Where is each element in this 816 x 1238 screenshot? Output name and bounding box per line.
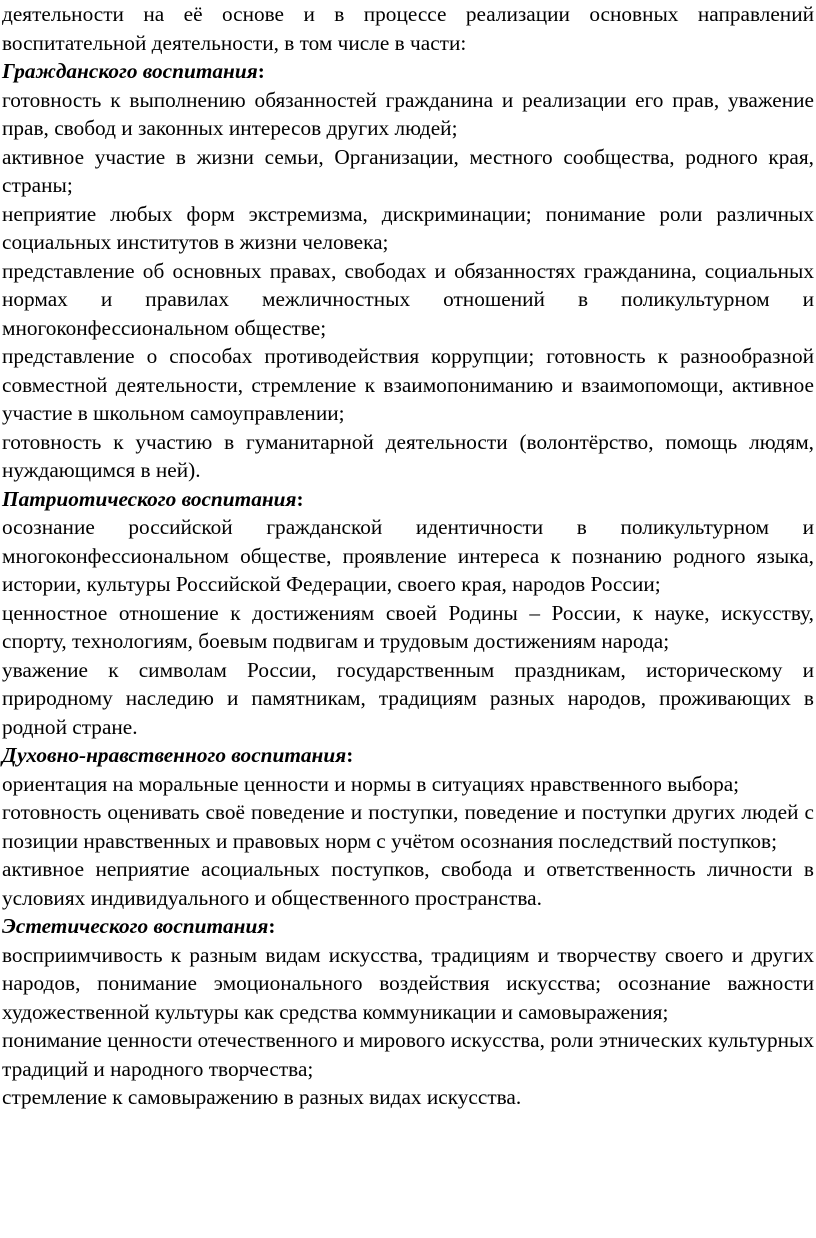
list-item: осознание российской гражданской идентичности в поликультурном и многоконфессиональном обществе, проявление интереса к познанию родного языка, истории, культуры Российской Федерации, своего края, народов России; bbox=[2, 515, 814, 596]
section-heading-patriotic bbox=[2, 485, 814, 514]
list-item: понимание ценности отечественного и мирового искусства, роли этнических культурных традиций и народного творчества; bbox=[2, 1028, 814, 1081]
list-item: восприимчивость к разным видам искусства, традициям и творчеству своего и других народов, понимание эмоционального воздействия искусства; осознание важности художественной культуры как средства коммуникации и самовыражения; bbox=[2, 942, 814, 1024]
list-item: представление об основных правах, свободах и обязанностях гражданина, социальных нормах и правилах межличностных отношений в поликультурном и многоконфессиональном обществе; bbox=[2, 258, 814, 340]
list-item: неприятие любых форм экстремизма, дискриминации; понимание роли различных социальных институтов в жизни человека; bbox=[2, 201, 814, 254]
section-title: Гражданского воспитания bbox=[2, 59, 258, 83]
section-title: Патриотического воспитания bbox=[2, 486, 297, 511]
section-colon: : bbox=[257, 59, 265, 83]
list-item: готовность оценивать своё поведение и поступки, поведение и поступки других людей с позиции нравственных и правовых норм с учётом осознания последствий поступков; bbox=[2, 800, 814, 853]
list-item: уважение к символам России, государственным праздникам, историческому и природному наследию и памятникам, традициям разных народов, проживающих в родной стране. bbox=[2, 657, 814, 739]
section-colon: : bbox=[296, 486, 304, 511]
section-heading-moral bbox=[2, 741, 814, 770]
list-item: готовность к выполнению обязанностей гражданина и реализации его прав, уважение прав, свобод и законных интересов других людей; bbox=[2, 87, 814, 140]
section-heading-aesthetic bbox=[2, 912, 814, 941]
list-item: стремление к самовыражению в разных видах искусства. bbox=[2, 1085, 522, 1109]
section-title: Эстетического воспитания bbox=[2, 914, 269, 938]
section-colon: : bbox=[346, 743, 354, 767]
list-item: активное участие в жизни семьи, Организации, местного сообщества, родного края, страны; bbox=[2, 144, 814, 197]
list-item: ценностное отношение к достижениям своей Родины – России, к науке, искусству, спорту, технологиям, боевым подвигам и трудовым достижениям народа; bbox=[2, 600, 814, 653]
document-page bbox=[2, 0, 814, 1112]
section-colon: : bbox=[268, 914, 276, 938]
section-heading-civic bbox=[2, 57, 814, 86]
section-title: Духовно-нравственного воспитания bbox=[2, 743, 347, 767]
list-item: активное неприятие асоциальных поступков, свобода и ответственность личности в условиях индивидуального и общественного пространства. bbox=[2, 857, 814, 910]
list-item: готовность к участию в гуманитарной деятельности (волонтёрство, помощь людям, нуждающимся в ней). bbox=[2, 429, 814, 482]
list-item: представление о способах противодействия коррупции; готовность к разнообразной совместной деятельности, стремление к взаимопониманию и взаимопомощи, активное участие в школьном самоуправлении; bbox=[2, 344, 814, 425]
list-item: ориентация на моральные ценности и нормы в ситуациях нравственного выбора; bbox=[2, 771, 740, 796]
intro-paragraph: деятельности на её основе и в процессе реализации основных направлений воспитательной деятельности, в том числе в части: bbox=[2, 2, 814, 55]
